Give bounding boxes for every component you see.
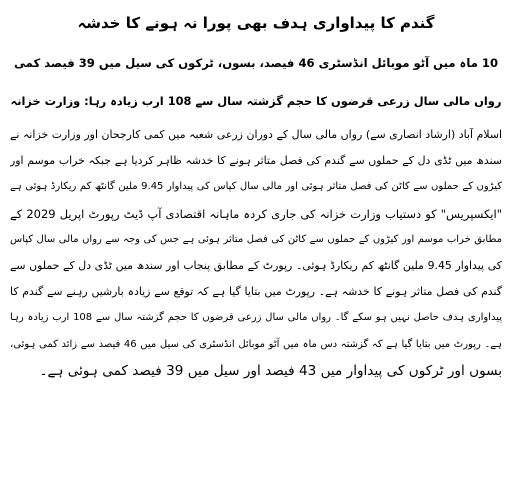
article-line: "ایکسپریس" کو دستیاب وزارت خزانہ کی جاری کردہ ماہانہ اقتصادی آپ ڈیٹ رپورٹ اپریل 2029 کے [10, 206, 502, 221]
headline-sub: رواں مالی سال زرعی قرضوں کا حجم گزشتہ سال سے 108 ارب زیادہ رہا: وزارت خزانہ [10, 94, 502, 108]
article-line: پیداواری ہدف حاصل نہیں ہو سکے گا۔ رواں مالی سال زرعی قرضوں کا حجم گزشتہ سال سے 108 ارب زیادہ رہا [10, 312, 502, 324]
article-line: کی پیداوار 9.45 ملین گانٹھ کم ریکارڈ ہوئی۔ رپورٹ کے مطابق پنجاب اور سندھ میں ٹڈی دل کے حملوں سے [10, 258, 502, 272]
article-line: گندم کی فصل متاثر ہونے کا خدشہ ہے۔ رپورٹ میں بتایا گیا ہے کہ توقع سے زیادہ بارشیں رہنے سے گندم کا [10, 285, 502, 299]
article-line: کیڑوں کے حملوں سے کاٹن کی فصل متاثر ہوئی اور مالی سال کپاس کی پیداوار 9.45 ملین گانٹھ کم ریکارڈ ہوئی ہے [10, 181, 502, 193]
article-line-last: بسوں اور ٹرکوں کی پیداوار میں 43 فیصد اور سیل میں 39 فیصد کمی ہوئی ہے۔ [39, 362, 502, 379]
article-line: مطابق خراب موسم اور کیڑوں کے حملوں سے کاٹن کی فصل متاثر ہوئی ہے جس کی وجہ سے رواں مالی سال کپاس [10, 233, 502, 245]
article-line: اسلام آباد (ارشاد انصاری سے) رواں مالی سال کے دوران زرعی شعبہ میں کمی کارجحان اور وزارت خزانہ نے [10, 128, 502, 141]
headline-main: 10 ماہ میں آٹو موبائل انڈسٹری 46 فیصد، بسوں، ٹرکوں کی سیل میں 39 فیصد کمی [13, 56, 499, 70]
article-body [10, 122, 502, 384]
headline-top: گندم کا پیداواری ہدف بھی پورا نہ ہونے کا خدشہ [77, 14, 435, 32]
article-line: ہے۔ رپورٹ میں بتایا گیا ہے کہ گزشتہ دس ماہ میں آٹو موبائل انڈسٹری کی سیل میں 46 فیصد سے زائد کمی ہوئی، [10, 338, 502, 350]
article-line: سندھ میں ٹڈی دل کے حملوں سے گندم کی فصل متاثر ہونے کا خدشہ ظاہر کردیا ہے جبکہ خراب موسم اور [10, 154, 502, 168]
